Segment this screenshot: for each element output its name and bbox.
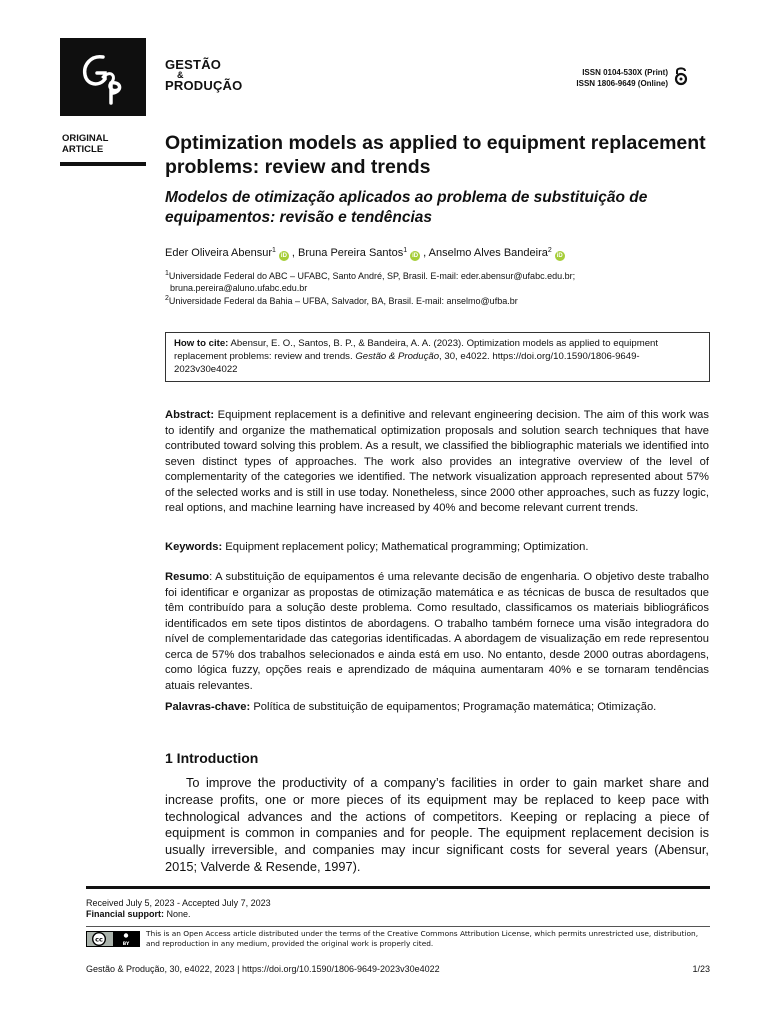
affiliation-number: 1 [165, 270, 169, 277]
journal-brand [165, 59, 242, 92]
keywords-text: Equipment replacement policy; Mathematical programming; Optimization. [222, 541, 589, 553]
brand-line-2: PRODUÇÃO [165, 78, 243, 93]
gp-monogram-icon [73, 47, 133, 107]
author-affiliation-mark: 1 [272, 247, 276, 254]
palavras-label: Palavras-chave: [165, 701, 251, 713]
issn-print: ISSN 0104-530X (Print) [582, 68, 668, 77]
article-subtitle: Modelos de otimização aplicados ao problema de substituição de equipamentos: revisão e tendências [165, 189, 648, 226]
author-list: Eder Oliveira Abensur$^1$iD , Bruna Pereira Santos$^1$iD , Anselmo Alves Bandeira$^2$iD [165, 247, 563, 259]
page-footer [86, 963, 710, 975]
author-affiliation-mark: 1 [403, 247, 408, 254]
license-rule [86, 926, 710, 927]
affiliation-text: bruna.pereira@aluno.ufabc.edu.br [170, 283, 308, 293]
svg-text:BY: BY [122, 942, 130, 947]
footer-rule [86, 886, 710, 889]
resumo [165, 570, 709, 694]
resumo-text: : A substituição de equipamentos é uma relevante decisão de engenharia. O objetivo deste trabalho foi identificar e organizar as propostas de otimização matemática e as técnicas de busca de resultados que têm contribuído para a solução deste problema. Como resultado, classificamos os materiais bibliográficos identificados em sete tipos distintos de abordagens. O trabalho também fornece uma visão integradora do nível de complementaridade das categorias identificadas. A abordagem de visualização em rede representou cerca de 57% dos trabalhos selecionados e ainda está em uso. No entanto, desde 2000 outras abordagens, como lógica fuzzy, opções reais e aprendizado de máquina aumentaram 40% e se tornaram tendências atuais relevantes. [165, 571, 709, 692]
affiliation-text: Universidade Federal do ABC – UFABC, Santo André, SP, Brasil. E-mail: eder.abensur@ufabc.edu.br; [168, 271, 576, 281]
resumo-label: Resumo [165, 571, 210, 583]
orcid-icon[interactable]: iD [556, 253, 563, 259]
abstract-label: Abstract: [165, 409, 215, 421]
affiliation-2 [165, 293, 725, 307]
issn-block [576, 67, 668, 89]
author-name[interactable]: Anselmo Alves Bandeira [428, 247, 548, 259]
license-text: This is an Open Access article distributed under the terms of the Creative Commons Attribution License, which permits unrestricted use, distribution, and reproduction in any medium, provided the original work is properly cited. [146, 929, 699, 948]
section-heading: 1 Introduction [165, 750, 259, 766]
keywords [165, 540, 709, 556]
author-name[interactable]: Bruna Pereira Santos [298, 247, 404, 259]
orcid-icon[interactable]: iD [412, 253, 419, 259]
abstract [165, 408, 709, 517]
brand-ampersand: & [177, 70, 184, 80]
article-title: Optimization models as applied to equipment replacement problems: review and trends [165, 132, 706, 178]
affiliation-number: 2 [165, 295, 169, 302]
cite-label: How to cite: [174, 338, 229, 349]
article-type: ORIGINAL ARTICLE [62, 133, 109, 155]
brand-line-1: GESTÃO [165, 57, 222, 72]
article-dates [86, 898, 271, 920]
open-access-icon [674, 66, 688, 86]
cc-by-icon[interactable] [86, 931, 140, 947]
cite-journal: Gestão & Produção [355, 351, 440, 362]
affiliation-1 [165, 268, 725, 294]
keywords-label: Keywords: [165, 541, 223, 553]
cite-doi[interactable]: , 30, e4022. https://doi.org/10.1590/1806-9649-2023v30e4022 [174, 351, 640, 375]
financial-support-label: Financial support: [86, 909, 165, 919]
financial-support-value: None. [164, 909, 191, 919]
palavras-text: Política de substituição de equipamentos; Programação matemática; Otimização. [250, 701, 657, 713]
affiliation-text: Universidade Federal da Bahia – UFBA, Salvador, BA, Brasil. E-mail: anselmo@ufba.br [168, 296, 518, 306]
svg-text:cc: cc [95, 935, 103, 944]
author-name[interactable]: Eder Oliveira Abensur [165, 247, 272, 259]
page-number: 1/23 [692, 964, 710, 974]
author-affiliation-mark: 2 [547, 247, 552, 254]
orcid-icon[interactable]: iD [280, 253, 287, 259]
palavras-chave [165, 700, 709, 716]
journal-logo [60, 38, 146, 116]
received-accepted: Received July 5, 2023 - Accepted July 7, 2023 [86, 898, 271, 908]
issn-online: ISSN 1806-9649 (Online) [576, 79, 668, 88]
footer-citation[interactable]: Gestão & Produção, 30, e4022, 2023 | https://doi.org/10.1590/1806-9649-2023v30e4022 [86, 964, 440, 974]
cite-text: Abensur, E. O., Santos, B. P., & Bandeira, A. A. (2023). Optimization models as applied to equipment replacement problems: review and trends. [174, 338, 659, 362]
introduction-paragraph: To improve the productivity of a company’s facilities in order to gain market share and increase profits, one or more pieces of its equipment may be replaced to keep pace with technological advances and the actions of competitors. Keeping or replacing a piece of equipment is common in companies and for people. The equipment replacement decision is usually irreversible, and companies may incur significant costs for several years (Abensur, 2015; Valverde & Resende, 1997). [165, 775, 709, 874]
abstract-text: Equipment replacement is a definitive and relevant engineering decision. The aim of this work was to identify and organize the mathematical optimization proposals and solution search techniques that have contributed toward solving this problem. As a result, we classified the bibliographic materials we identified into seven distinct types of approaches. The work also provides an integrative overview of the level of complementarity of the categories we identified. The network visualization approach represented about 57% of the selected works and is still in use today. Nonetheless, since 2000 other approaches, such as fuzzy logic, real options, and machine learning have increased by 40% and become relevant current trends. [165, 409, 709, 514]
article-type-rule [60, 162, 146, 166]
how-to-cite-box [165, 332, 710, 382]
